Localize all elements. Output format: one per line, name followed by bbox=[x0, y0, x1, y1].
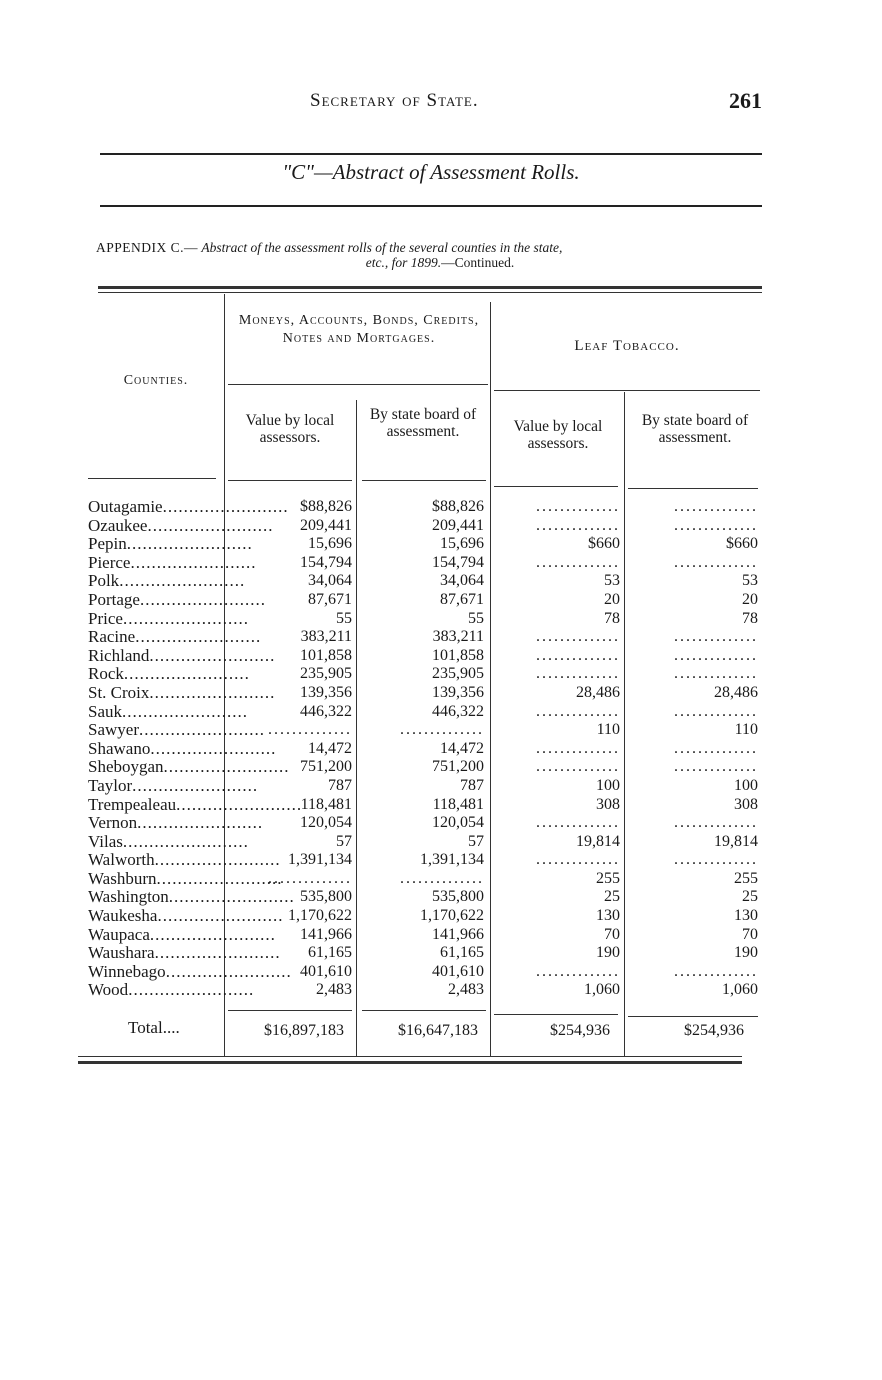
tobacco-local-header: Value by local assessors. bbox=[513, 418, 603, 452]
empty-cell-dots: .............. bbox=[674, 646, 758, 664]
money-state-header: By state board of assessment. bbox=[369, 406, 477, 440]
county-name: Vernon bbox=[88, 813, 138, 833]
tobacco-local-column bbox=[494, 498, 620, 1000]
header-bottom-rule-3 bbox=[362, 480, 486, 481]
leader-dots: ........................ bbox=[123, 664, 250, 684]
table-cell: 100 bbox=[734, 776, 758, 794]
leader-dots: ........................ bbox=[128, 980, 255, 1000]
county-name: Waupaca bbox=[88, 924, 150, 944]
table-bottom-rule-2 bbox=[78, 1061, 742, 1064]
empty-cell-dots: .............. bbox=[674, 758, 758, 776]
table-cell: 118,481 bbox=[432, 795, 484, 813]
county-name: St. Croix bbox=[88, 682, 150, 702]
county-name: Portage bbox=[88, 589, 140, 609]
table-row bbox=[88, 534, 253, 554]
leader-dots: ........................ bbox=[154, 943, 281, 963]
table-row bbox=[88, 924, 276, 945]
empty-cell-dots: .............. bbox=[400, 721, 484, 739]
table-cell: 55 bbox=[468, 609, 484, 627]
page-number: 261 bbox=[729, 88, 762, 113]
leader-dots: ........................ bbox=[149, 924, 276, 944]
divider-tobacco bbox=[624, 392, 625, 1056]
table-cell: 15,696 bbox=[308, 535, 352, 553]
table-cell: 15,696 bbox=[440, 535, 484, 553]
table-row bbox=[88, 627, 262, 647]
table-cell: 28,486 bbox=[714, 683, 758, 701]
county-name: Rock bbox=[88, 664, 124, 684]
table-cell: 1,060 bbox=[584, 981, 620, 999]
table-cell: 14,472 bbox=[308, 739, 352, 757]
table-row bbox=[88, 664, 250, 684]
total-money-state: $16,647,183 bbox=[398, 1022, 478, 1039]
table-cell: 55 bbox=[336, 609, 352, 627]
empty-cell-dots: .............. bbox=[536, 702, 620, 720]
header-rule-top bbox=[100, 153, 762, 155]
leader-dots: ........................ bbox=[119, 571, 246, 591]
table-cell: 14,472 bbox=[440, 739, 484, 757]
divider-money bbox=[356, 400, 357, 1056]
table-row bbox=[88, 943, 281, 963]
table-row bbox=[88, 497, 289, 517]
leader-dots: ........................ bbox=[122, 608, 249, 628]
empty-cell-dots: .............. bbox=[674, 851, 758, 869]
table-cell: 751,200 bbox=[300, 758, 352, 776]
header-bottom-rule-1 bbox=[88, 478, 216, 479]
section-title: "C"—Abstract of Assessment Rolls. bbox=[282, 160, 580, 184]
table-cell: 61,165 bbox=[440, 944, 484, 962]
assessment-table bbox=[78, 280, 764, 1080]
header-bottom-rule-4 bbox=[494, 486, 618, 487]
table-cell: $88,826 bbox=[300, 498, 352, 515]
table-cell: 20 bbox=[604, 590, 620, 608]
appendix-caption bbox=[96, 240, 764, 270]
table-row bbox=[88, 738, 277, 759]
caption-lead: APPENDIX C.— bbox=[96, 240, 199, 255]
table-cell: 1,170,622 bbox=[420, 907, 484, 925]
empty-cell-dots: .............. bbox=[268, 721, 352, 739]
total-rule-4 bbox=[628, 1016, 758, 1017]
caption-text: Abstract of the assessment rolls of the several counties in the state, bbox=[201, 240, 563, 255]
table-top-rule-2 bbox=[98, 292, 762, 293]
table-cell: 1,391,134 bbox=[420, 851, 484, 869]
table-row bbox=[88, 645, 276, 666]
table-row bbox=[88, 552, 257, 573]
table-cell: 120,054 bbox=[432, 814, 484, 832]
table-cell: 110 bbox=[596, 721, 620, 739]
county-name: Vilas bbox=[88, 831, 123, 851]
table-row bbox=[88, 571, 246, 591]
leader-dots: ........................ bbox=[126, 534, 253, 554]
table-row bbox=[88, 775, 259, 796]
county-name: Washington bbox=[88, 887, 169, 907]
group2-underline bbox=[494, 390, 760, 391]
leader-dots: ........................ bbox=[168, 887, 295, 907]
leader-dots: ........................ bbox=[163, 757, 290, 777]
table-cell: 401,610 bbox=[432, 962, 484, 980]
table-cell: 535,800 bbox=[432, 888, 484, 906]
empty-cell-dots: .............. bbox=[674, 814, 758, 832]
total-tobacco-state: $254,936 bbox=[684, 1022, 744, 1039]
table-cell: 787 bbox=[460, 776, 484, 794]
table-cell: 34,064 bbox=[308, 572, 352, 590]
leader-dots: ........................ bbox=[149, 682, 276, 702]
table-cell: 401,610 bbox=[300, 962, 352, 980]
leader-dots: ........................ bbox=[176, 794, 303, 814]
money-local-header: Value by local assessors. bbox=[245, 412, 335, 446]
county-name: Richland bbox=[88, 645, 150, 665]
table-cell: 70 bbox=[604, 925, 620, 943]
county-column bbox=[88, 497, 303, 1000]
table-cell: $660 bbox=[726, 535, 758, 553]
table-row bbox=[88, 589, 266, 610]
table-cell: 209,441 bbox=[300, 516, 352, 534]
county-name: Walworth bbox=[88, 850, 155, 870]
table-cell: 787 bbox=[328, 776, 352, 794]
table-cell: 255 bbox=[734, 869, 758, 887]
table-cell: 20 bbox=[742, 590, 758, 608]
table-row bbox=[88, 701, 248, 722]
empty-cell-dots: .............. bbox=[536, 739, 620, 757]
leader-dots: ........................ bbox=[122, 831, 249, 851]
leader-dots: ........................ bbox=[122, 701, 248, 721]
table-row bbox=[88, 794, 303, 815]
empty-cell-dots: .............. bbox=[674, 739, 758, 757]
county-name: Sheboygan bbox=[88, 757, 164, 777]
table-cell: 57 bbox=[468, 832, 484, 850]
leader-dots: ........................ bbox=[165, 961, 292, 981]
table-cell: 2,483 bbox=[448, 981, 484, 999]
table-cell: 34,064 bbox=[440, 572, 484, 590]
caption-line2 bbox=[96, 255, 764, 270]
table-cell: 446,322 bbox=[432, 702, 484, 720]
empty-cell-dots: .............. bbox=[536, 962, 620, 980]
empty-cell-dots: .............. bbox=[674, 516, 758, 534]
empty-cell-dots: .............. bbox=[268, 869, 352, 887]
money-local-column bbox=[228, 498, 352, 1000]
caption-continued: —Continued. bbox=[441, 255, 515, 270]
empty-cell-dots: .............. bbox=[536, 498, 620, 515]
table-row bbox=[88, 868, 283, 889]
table-cell: 53 bbox=[604, 572, 620, 590]
tobacco-state-column bbox=[630, 498, 758, 1000]
table-row bbox=[88, 906, 284, 926]
total-label: Total.... bbox=[128, 1018, 180, 1037]
counties-header: Counties. bbox=[123, 373, 189, 388]
leader-dots: ........................ bbox=[162, 497, 289, 516]
table-row bbox=[88, 980, 255, 1000]
table-cell: $660 bbox=[588, 535, 620, 553]
table-cell: 255 bbox=[596, 869, 620, 887]
table-cell: 139,356 bbox=[432, 683, 484, 701]
leader-dots: ........................ bbox=[132, 775, 259, 795]
empty-cell-dots: .............. bbox=[674, 498, 758, 515]
leader-dots: ........................ bbox=[154, 850, 281, 870]
table-row bbox=[88, 887, 295, 907]
empty-cell-dots: .............. bbox=[536, 665, 620, 683]
empty-cell-dots: .............. bbox=[674, 628, 758, 646]
header-bottom-rule-5 bbox=[628, 488, 758, 489]
county-name: Price bbox=[88, 608, 123, 628]
table-cell: 154,794 bbox=[300, 553, 352, 571]
leader-dots: ........................ bbox=[157, 906, 284, 926]
county-name: Wood bbox=[88, 980, 129, 1000]
county-name: Trempealeau bbox=[88, 794, 177, 814]
table-row bbox=[88, 682, 276, 703]
table-cell: 383,211 bbox=[300, 628, 352, 646]
table-cell: 100 bbox=[596, 776, 620, 794]
table-cell: 78 bbox=[742, 609, 758, 627]
table-row bbox=[88, 515, 274, 536]
empty-cell-dots: .............. bbox=[536, 646, 620, 664]
table-cell: 70 bbox=[742, 925, 758, 943]
total-rule-1 bbox=[228, 1010, 352, 1011]
table-cell: 308 bbox=[596, 795, 620, 813]
table-cell: 1,391,134 bbox=[288, 851, 352, 869]
table-cell: 61,165 bbox=[308, 944, 352, 962]
table-cell: 751,200 bbox=[432, 758, 484, 776]
table-cell: 141,966 bbox=[432, 925, 484, 943]
leader-dots: ........................ bbox=[156, 868, 283, 888]
table-cell: 78 bbox=[604, 609, 620, 627]
empty-cell-dots: .............. bbox=[674, 702, 758, 720]
table-row bbox=[88, 961, 292, 982]
county-name: Waushara bbox=[88, 943, 155, 963]
money-state-column bbox=[360, 498, 484, 1000]
table-cell: 87,671 bbox=[440, 590, 484, 608]
divider-groups bbox=[490, 302, 491, 1056]
page-header bbox=[100, 88, 762, 118]
table-cell: 1,170,622 bbox=[288, 907, 352, 925]
header-bottom-rule-2 bbox=[228, 480, 352, 481]
county-name: Sauk bbox=[88, 701, 122, 721]
leader-dots: ........................ bbox=[147, 515, 274, 535]
county-name: Winnebago bbox=[88, 961, 166, 981]
table-cell: 28,486 bbox=[576, 683, 620, 701]
empty-cell-dots: .............. bbox=[674, 665, 758, 683]
county-name: Waukesha bbox=[88, 906, 158, 926]
table-cell: 120,054 bbox=[300, 814, 352, 832]
empty-cell-dots: .............. bbox=[536, 851, 620, 869]
county-name: Washburn bbox=[88, 868, 157, 888]
table-row bbox=[88, 720, 265, 740]
caption-text2: etc., for 1899. bbox=[365, 255, 442, 270]
table-cell: 101,858 bbox=[300, 646, 352, 664]
group1-underline bbox=[228, 384, 488, 385]
table-row bbox=[88, 608, 249, 629]
county-name: Pierce bbox=[88, 552, 131, 572]
table-cell: 1,060 bbox=[722, 981, 758, 999]
leader-dots: ........................ bbox=[139, 589, 266, 609]
leader-dots: ........................ bbox=[149, 645, 276, 665]
leader-dots: ........................ bbox=[130, 552, 257, 572]
table-row bbox=[88, 831, 249, 852]
total-money-local: $16,897,183 bbox=[264, 1022, 344, 1039]
empty-cell-dots: .............. bbox=[674, 553, 758, 571]
empty-cell-dots: .............. bbox=[536, 758, 620, 776]
table-bottom-rule-1 bbox=[78, 1056, 742, 1057]
table-cell: 53 bbox=[742, 572, 758, 590]
table-cell: 19,814 bbox=[576, 832, 620, 850]
empty-cell-dots: .............. bbox=[536, 553, 620, 571]
money-group-header: Moneys, Accounts, Bonds, Credits, Notes and Mortgages. bbox=[238, 313, 480, 346]
table-cell: 235,905 bbox=[300, 665, 352, 683]
table-cell: 235,905 bbox=[432, 665, 484, 683]
table-cell: 19,814 bbox=[714, 832, 758, 850]
county-name: Taylor bbox=[88, 775, 133, 795]
table-row bbox=[88, 813, 264, 833]
table-cell: 87,671 bbox=[308, 590, 352, 608]
table-cell: 110 bbox=[734, 721, 758, 739]
table-cell: 130 bbox=[734, 907, 758, 925]
empty-cell-dots: .............. bbox=[400, 869, 484, 887]
table-cell: 154,794 bbox=[432, 553, 484, 571]
table-cell: 2,483 bbox=[316, 981, 352, 999]
table-cell: 57 bbox=[336, 832, 352, 850]
table-cell: 190 bbox=[596, 944, 620, 962]
table-cell: 101,858 bbox=[432, 646, 484, 664]
table-cell: 446,322 bbox=[300, 702, 352, 720]
total-rule-2 bbox=[362, 1010, 486, 1011]
empty-cell-dots: .............. bbox=[536, 628, 620, 646]
county-name: Ozaukee bbox=[88, 515, 148, 535]
table-row bbox=[88, 757, 290, 777]
leader-dots: ........................ bbox=[138, 720, 265, 740]
county-name: Outagamie bbox=[88, 497, 163, 516]
county-name: Shawano bbox=[88, 738, 151, 758]
table-cell: 190 bbox=[734, 944, 758, 962]
table-cell: $88,826 bbox=[432, 498, 484, 515]
empty-cell-dots: .............. bbox=[536, 814, 620, 832]
county-name: Polk bbox=[88, 571, 120, 591]
table-cell: 308 bbox=[734, 795, 758, 813]
running-title: Secretary of State. bbox=[310, 90, 479, 111]
table-row bbox=[88, 850, 281, 870]
table-cell: 535,800 bbox=[300, 888, 352, 906]
tobacco-group-header: Leaf Tobacco. bbox=[574, 338, 680, 354]
total-rule-3 bbox=[494, 1014, 618, 1015]
table-cell: 118,481 bbox=[300, 795, 352, 813]
county-name: Racine bbox=[88, 627, 136, 647]
leader-dots: ........................ bbox=[150, 738, 277, 758]
table-cell: 139,356 bbox=[300, 683, 352, 701]
table-cell: 141,966 bbox=[300, 925, 352, 943]
leader-dots: ........................ bbox=[137, 813, 264, 833]
table-cell: 383,211 bbox=[432, 628, 484, 646]
tobacco-state-header: By state board of assessment. bbox=[641, 412, 749, 446]
empty-cell-dots: .............. bbox=[674, 962, 758, 980]
header-rule-bottom bbox=[100, 205, 762, 207]
table-cell: 130 bbox=[596, 907, 620, 925]
total-tobacco-local: $254,936 bbox=[550, 1022, 610, 1039]
leader-dots: ........................ bbox=[135, 627, 262, 647]
empty-cell-dots: .............. bbox=[536, 516, 620, 534]
county-name: Sawyer bbox=[88, 720, 139, 740]
county-name: Pepin bbox=[88, 534, 127, 554]
table-cell: 25 bbox=[742, 888, 758, 906]
table-cell: 209,441 bbox=[432, 516, 484, 534]
table-top-rule-1 bbox=[98, 286, 762, 289]
table-cell: 25 bbox=[604, 888, 620, 906]
